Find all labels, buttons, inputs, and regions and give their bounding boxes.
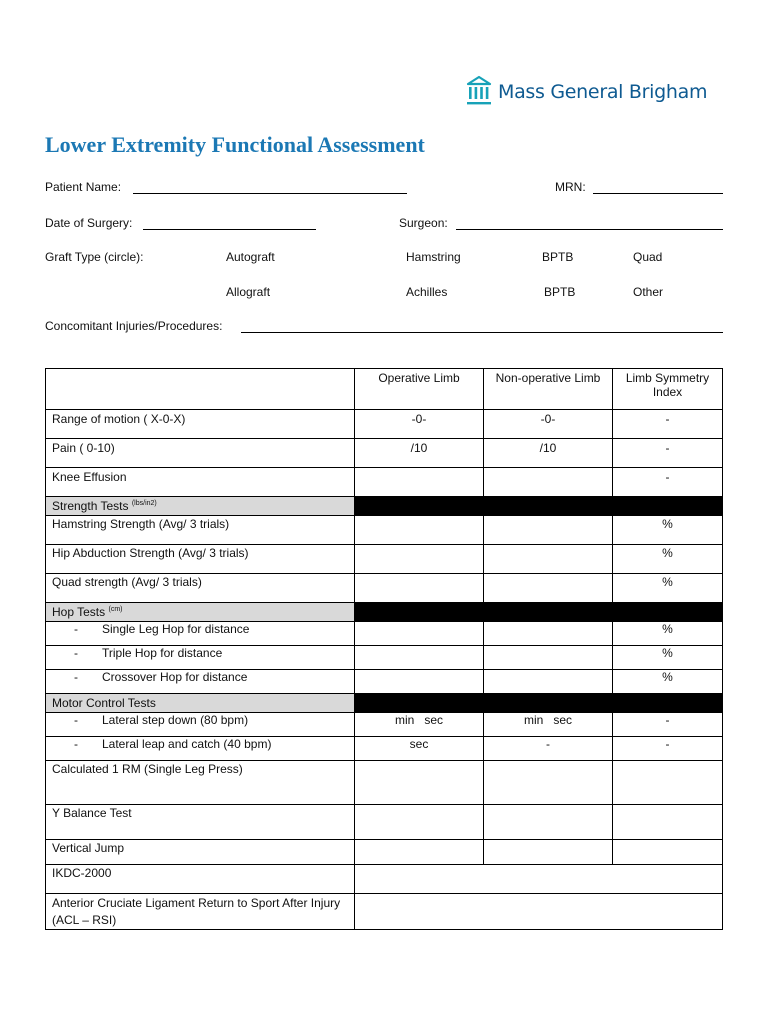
page-title: Lower Extremity Functional Assessment [45, 132, 425, 157]
bullet-dash: - [74, 713, 78, 727]
table-row [46, 622, 723, 646]
patient-name-field[interactable] [133, 193, 407, 194]
row-label: Quad strength (Avg/ 3 trials) [46, 574, 355, 603]
assessment-table [45, 368, 723, 930]
lsi-cell[interactable]: - [613, 410, 723, 439]
table-row [46, 805, 723, 840]
nonoperative-cell[interactable] [484, 468, 613, 497]
nonoperative-cell[interactable] [484, 805, 613, 840]
operative-cell[interactable]: sec [355, 737, 484, 761]
operative-cell[interactable] [355, 468, 484, 497]
table-row [46, 646, 723, 670]
section-row-hop [46, 603, 723, 622]
nonoperative-cell[interactable]: - [484, 737, 613, 761]
section-label [46, 603, 355, 622]
concomitant-field[interactable] [241, 332, 723, 333]
operative-cell[interactable] [355, 805, 484, 840]
operative-cell[interactable]: /10 [355, 439, 484, 468]
table-row [46, 865, 723, 894]
operative-cell[interactable]: min sec [355, 713, 484, 737]
lsi-cell[interactable]: - [613, 713, 723, 737]
lsi-cell[interactable]: - [613, 468, 723, 497]
score-cell[interactable] [355, 894, 723, 930]
graft-option[interactable]: BPTB [542, 250, 574, 264]
operative-cell[interactable] [355, 516, 484, 545]
graft-option[interactable]: Allograft [226, 285, 271, 299]
nonoperative-cell[interactable] [484, 574, 613, 603]
graft-option[interactable]: Other [633, 285, 664, 299]
nonoperative-cell[interactable] [484, 761, 613, 805]
row-label-text: Crossover Hop for distance [102, 670, 248, 684]
score-cell[interactable] [355, 865, 723, 894]
table-row [46, 713, 723, 737]
header-blank [46, 369, 355, 410]
table-row [46, 439, 723, 468]
row-label: Pain ( 0-10) [46, 439, 355, 468]
patient-name-label: Patient Name: [45, 180, 122, 194]
hop-label: Hop Tests [52, 605, 106, 619]
strength-unit: (lbs/in2) [131, 500, 157, 507]
strength-label: Strength Tests [52, 499, 129, 513]
lsi-cell[interactable] [613, 840, 723, 865]
date-of-surgery-label: Date of Surgery: [45, 216, 133, 230]
table-row [46, 574, 723, 603]
nonoperative-cell[interactable] [484, 545, 613, 574]
surgeon-field[interactable] [456, 229, 723, 230]
row-label: Knee Effusion [46, 468, 355, 497]
row-label: Calculated 1 RM (Single Leg Press) [46, 761, 355, 805]
nonoperative-cell[interactable]: min sec [484, 713, 613, 737]
table-row [46, 410, 723, 439]
mrn-label: MRN: [555, 180, 586, 194]
row-label: Hamstring Strength (Avg/ 3 trials) [46, 516, 355, 545]
graft-option[interactable]: BPTB [544, 285, 576, 299]
brand-logo [466, 72, 716, 112]
row-label: Y Balance Test [46, 805, 355, 840]
header-lsi: Limb Symmetry Index [613, 369, 723, 410]
table-row [46, 737, 723, 761]
operative-cell[interactable] [355, 761, 484, 805]
bullet-dash: - [74, 646, 78, 660]
table-row [46, 840, 723, 865]
graft-option[interactable]: Achilles [406, 285, 448, 299]
row-label [46, 622, 355, 646]
surgeon-label: Surgeon: [399, 216, 448, 230]
section-fill [355, 603, 723, 622]
section-row-strength [46, 497, 723, 516]
date-of-surgery-field[interactable] [143, 229, 316, 230]
lsi-cell[interactable]: - [613, 439, 723, 468]
graft-option[interactable]: Quad [633, 250, 663, 264]
row-label: Range of motion ( X-0-X) [46, 410, 355, 439]
row-label-text: Triple Hop for distance [102, 646, 223, 660]
nonoperative-cell[interactable]: /10 [484, 439, 613, 468]
operative-cell[interactable] [355, 646, 484, 670]
row-label: Vertical Jump [46, 840, 355, 865]
table-row [46, 468, 723, 497]
nonoperative-cell[interactable] [484, 646, 613, 670]
row-label [46, 670, 355, 694]
lsi-cell[interactable]: % [613, 646, 723, 670]
mrn-field[interactable] [593, 193, 723, 194]
operative-cell[interactable] [355, 545, 484, 574]
section-fill [355, 497, 723, 516]
nonoperative-cell[interactable] [484, 670, 613, 694]
lsi-cell[interactable]: % [613, 670, 723, 694]
lsi-cell[interactable]: % [613, 545, 723, 574]
bullet-dash: - [74, 737, 78, 751]
row-label-text: Lateral step down (80 bpm) [102, 713, 249, 727]
lsi-cell[interactable]: % [613, 516, 723, 545]
nonoperative-cell[interactable]: -0- [484, 410, 613, 439]
table-row [46, 670, 723, 694]
graft-option[interactable]: Hamstring [406, 250, 461, 264]
operative-cell[interactable] [355, 840, 484, 865]
row-label: Hip Abduction Strength (Avg/ 3 trials) [46, 545, 355, 574]
row-label [46, 646, 355, 670]
section-row-motor [46, 694, 723, 713]
nonoperative-cell[interactable] [484, 622, 613, 646]
table-row [46, 516, 723, 545]
lsi-cell[interactable]: % [613, 574, 723, 603]
nonoperative-cell[interactable] [484, 516, 613, 545]
lsi-cell[interactable]: - [613, 737, 723, 761]
row-label-text: Single Leg Hop for distance [102, 622, 250, 636]
nonoperative-cell[interactable] [484, 840, 613, 865]
row-label: Anterior Cruciate Ligament Return to Sport After Injury (ACL – RSI) [46, 894, 355, 930]
row-label [46, 713, 355, 737]
lsi-cell[interactable] [613, 805, 723, 840]
hop-unit: (cm) [108, 606, 123, 613]
table-row [46, 761, 723, 805]
row-label-text: Lateral leap and catch (40 bpm) [102, 737, 272, 751]
section-fill [355, 694, 723, 713]
concomitant-label: Concomitant Injuries/Procedures: [45, 319, 223, 333]
header-operative: Operative Limb [355, 369, 484, 410]
header-nonoperative: Non-operative Limb [484, 369, 613, 410]
table-row [46, 894, 723, 930]
operative-cell[interactable]: -0- [355, 410, 484, 439]
brand-name: Mass General Brigham [498, 81, 708, 103]
mgb-building-icon [466, 75, 492, 109]
section-label [46, 497, 355, 516]
graft-type-label: Graft Type (circle): [45, 250, 144, 264]
row-label: IKDC-2000 [46, 865, 355, 894]
lsi-cell[interactable] [613, 761, 723, 805]
bullet-dash: - [74, 622, 78, 636]
operative-cell[interactable] [355, 574, 484, 603]
graft-option[interactable]: Autograft [226, 250, 275, 264]
bullet-dash: - [74, 670, 78, 684]
table-row [46, 545, 723, 574]
table-header-row [46, 369, 723, 410]
lsi-cell[interactable]: % [613, 622, 723, 646]
section-label: Motor Control Tests [46, 694, 355, 713]
operative-cell[interactable] [355, 670, 484, 694]
operative-cell[interactable] [355, 622, 484, 646]
row-label [46, 737, 355, 761]
